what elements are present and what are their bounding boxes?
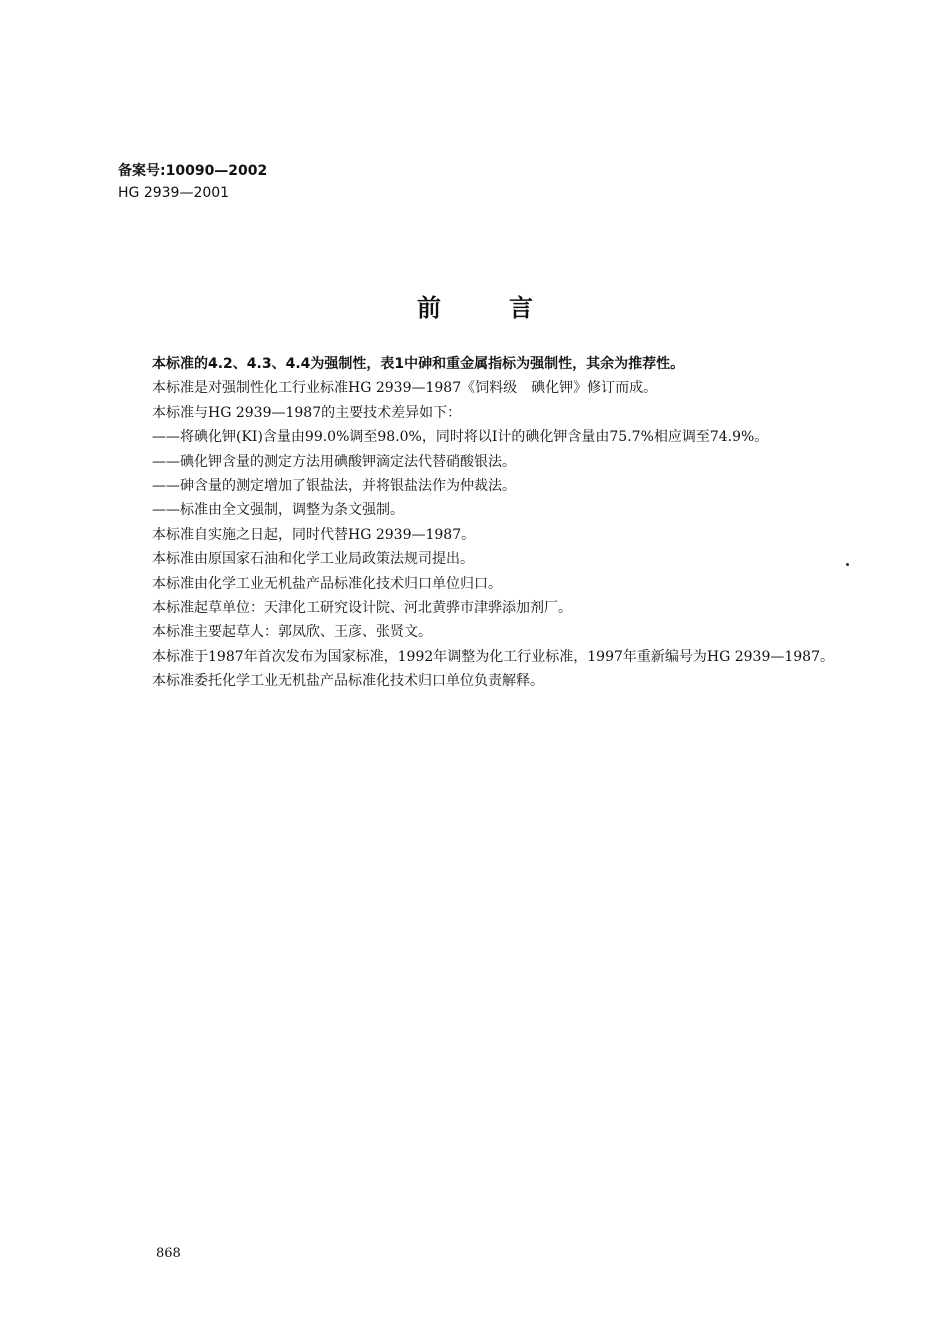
paragraph-revision-source: 本标准是对强制性化工行业标准HG 2939—1987《饲料级 碘化钾》修订而成。 [152, 380, 658, 397]
paragraph-difference-mandatory: ——标准由全文强制，调整为条文强制。 [152, 502, 404, 519]
filing-number: 备案号:10090—2002 [118, 163, 268, 179]
scan-speck [846, 563, 849, 566]
document-header [118, 160, 267, 204]
paragraph-difference-content: ——将碘化钾(KI)含量由99.0%调至98.0%，同时将以I计的碘化钾含量由75.7%相应调至74.9%。 [152, 429, 769, 446]
paragraph-difference-method: ——碘化钾含量的测定方法用碘酸钾滴定法代替硝酸银法。 [152, 453, 516, 470]
page-number: 868 [156, 1246, 181, 1261]
paragraph-drafters: 本标准主要起草人：郭凤欣、王彦、张贤文。 [152, 624, 432, 641]
paragraph-proposed-by: 本标准由原国家石油和化学工业局政策法规司提出。 [152, 551, 474, 568]
paragraph-mandatory-clauses: 本标准的4.2、4.3、4.4为强制性，表1中砷和重金属指标为强制性，其余为推荐性。 [152, 356, 685, 372]
paragraph-difference-arsenic: ——砷含量的测定增加了银盐法，并将银盐法作为仲裁法。 [152, 478, 516, 495]
standard-number: HG 2939—2001 [118, 185, 230, 201]
foreword-body [118, 352, 838, 694]
paragraph-centralized-by: 本标准由化学工业无机盐产品标准化技术归口单位归口。 [152, 575, 502, 592]
paragraph-history: 本标准于1987年首次发布为国家标准，1992年调整为化工行业标准，1997年重新编号为HG 2939—1987。 [152, 648, 834, 665]
paragraph-replaces: 本标准自实施之日起，同时代替HG 2939—1987。 [152, 526, 476, 543]
paragraph-interpretation: 本标准委托化学工业无机盐产品标准化技术归口单位负责解释。 [152, 673, 544, 690]
page-title: 前言 [417, 293, 601, 322]
paragraph-differences-intro: 本标准与HG 2939—1987的主要技术差异如下： [152, 404, 462, 421]
paragraph-drafting-units: 本标准起草单位：天津化工研究设计院、河北黄骅市津骅添加剂厂。 [152, 600, 572, 617]
